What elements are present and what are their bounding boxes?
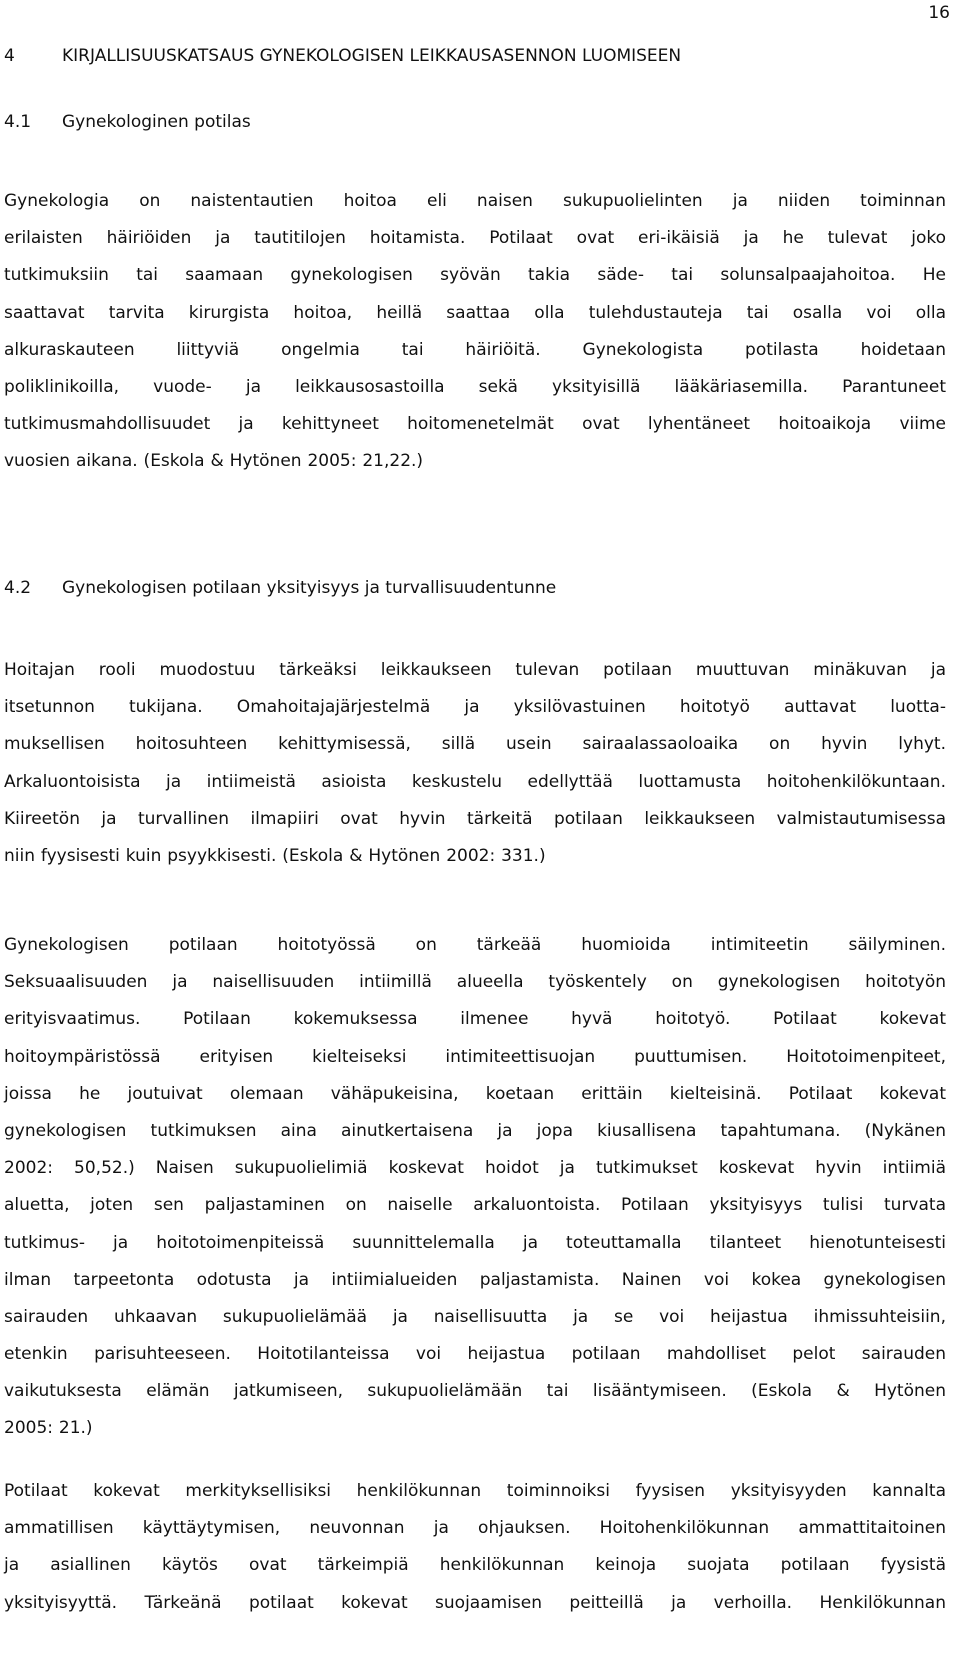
text-line: 2002: 50,52.) Naisen sukupuolielimiä koskevat hoidot ja tutkimukset koskevat hyvin intiimiä [4,1158,946,1179]
text-line: Seksuaalisuuden ja naisellisuuden intiimillä alueella työskentely on gynekologisen hoitotyön [4,972,946,993]
text-line: niin fyysisesti kuin psyykkisesti. (Eskola & Hytönen 2002: 331.) [4,845,546,866]
text-line: Potilaat kokevat merkityksellisiksi henkilökunnan toiminnoiksi fyysisen yksityisyyden kannalta [4,1481,946,1501]
text-line: Gynekologisen potilaan hoitotyössä on tärkeää huomioida intimiteetin säilyminen. [4,935,946,955]
page-number: 16 [928,3,950,23]
paragraph-staff-actions [4,1473,946,1622]
text-line: alkuraskauteen liittyviä ongelmia tai häiriöitä. Gynekologista potilasta hoidetaan [4,339,946,360]
chapter-number: 4 [4,46,15,66]
text-line: sairauden uhkaavan sukupuolielämää ja naisellisuutta ja se voi heijastua ihmissuhteisiin, [4,1306,946,1327]
text-line: Hoitajan rooli muodostuu tärkeäksi leikkaukseen tulevan potilaan muuttuvan minäkuvan ja [4,660,946,680]
section-heading-4-2 [4,576,556,600]
section-number: 4.1 [4,112,32,132]
text-line: tutkimuksiin tai saamaan gynekologisen syövän takia säde- tai solunsalpaajahoitoa. He [4,265,946,286]
chapter-title: KIRJALLISUUSKATSAUS GYNEKOLOGISEN LEIKKAUSASENNON LUOMISEEN [62,46,682,66]
text-line: etenkin parisuhteeseen. Hoitotilanteissa voi heijastua potilaan mahdolliset pelot sairauden [4,1344,946,1365]
text-line: ammatillisen käyttäytymisen, neuvonnan ja ohjauksen. Hoitohenkilökunnan ammattitaitoinen [4,1518,946,1539]
text-line: Arkaluontoisista ja intiimeistä asioista keskustelu edellyttää luottamusta hoitohenkilökuntaan. [4,771,946,792]
text-line: erilaisten häiriöiden ja tautitilojen hoitamista. Potilaat ovat eri-ikäisiä ja he tulevat joko [4,228,946,249]
paragraph-gynecology [4,183,946,481]
text-line: muksellisen hoitosuhteen kehittymisessä, sillä usein sairaalassaoloaika on hyvin lyhyt. [4,734,946,755]
text-line: Gynekologia on naistentautien hoitoa eli naisen sukupuolielinten ja niiden toiminnan [4,191,946,211]
section-title: Gynekologinen potilas [62,112,251,132]
section-heading-4-1 [4,110,251,134]
section-number: 4.2 [4,578,32,598]
text-line: Kiireetön ja turvallinen ilmapiiri ovat hyvin tärkeitä potilaan leikkaukseen valmistautumisessa [4,808,946,829]
paragraph-nurse-role [4,652,946,875]
text-line: saattavat tarvita kirurgista hoitoa, heillä saattaa olla tulehdustauteja tai osalla voi olla [4,302,946,323]
section-title: Gynekologisen potilaan yksityisyys ja turvallisuudentunne [62,578,557,598]
text-line: yksityisyyttä. Tärkeänä potilaat kokevat suojaamisen peitteillä ja verhoilla. Henkilökunnan [4,1592,946,1613]
text-line: poliklinikoilla, vuode- ja leikkausosastoilla sekä yksityisillä lääkäriasemilla. Parantuneet [4,376,946,397]
text-line: hoitoympäristössä erityisen kielteiseksi intimiteettisuojan puuttumisen. Hoitotoimenpiteet, [4,1046,946,1067]
text-line: ja asiallinen käytös ovat tärkeimpiä henkilökunnan keinoja suojata potilaan fyysistä [4,1555,946,1576]
chapter-heading [4,44,681,68]
text-line: vaikutuksesta elämän jatkumiseen, sukupuolielämään tai lisääntymiseen. (Eskola & Hytönen [4,1381,946,1402]
text-line: ilman tarpeetonta odotusta ja intiimialueiden paljastamista. Nainen voi kokea gynekologisen [4,1269,946,1290]
paragraph-intimacy [4,927,946,1448]
text-line: itsetunnon tukijana. Omahoitajajärjestelmä ja yksilövastuinen hoitotyö auttavat luotta- [4,697,946,718]
text-line: erityisvaatimus. Potilaan kokemuksessa ilmenee hyvä hoitotyö. Potilaat kokevat [4,1009,946,1030]
text-line: gynekologisen tutkimuksen aina ainutkertaisena ja jopa kiusallisena tapahtumana. (Nykänen [4,1120,946,1141]
text-line: tutkimusmahdollisuudet ja kehittyneet hoitomenetelmät ovat lyhentäneet hoitoaikoja viime [4,414,946,435]
text-line: joissa he joutuivat olemaan vähäpukeisina, koetaan erittäin kielteisinä. Potilaat kokevat [4,1083,946,1104]
text-line: 2005: 21.) [4,1418,93,1439]
text-line: aluetta, joten sen paljastaminen on naiselle arkaluontoista. Potilaan yksityisyys tulisi turvata [4,1195,946,1216]
text-line: tutkimus- ja hoitotoimenpiteissä suunnittelemalla ja toteuttamalla tilanteet hienotunteisesti [4,1232,946,1253]
text-line: vuosien aikana. (Eskola & Hytönen 2005: 21,22.) [4,451,424,472]
